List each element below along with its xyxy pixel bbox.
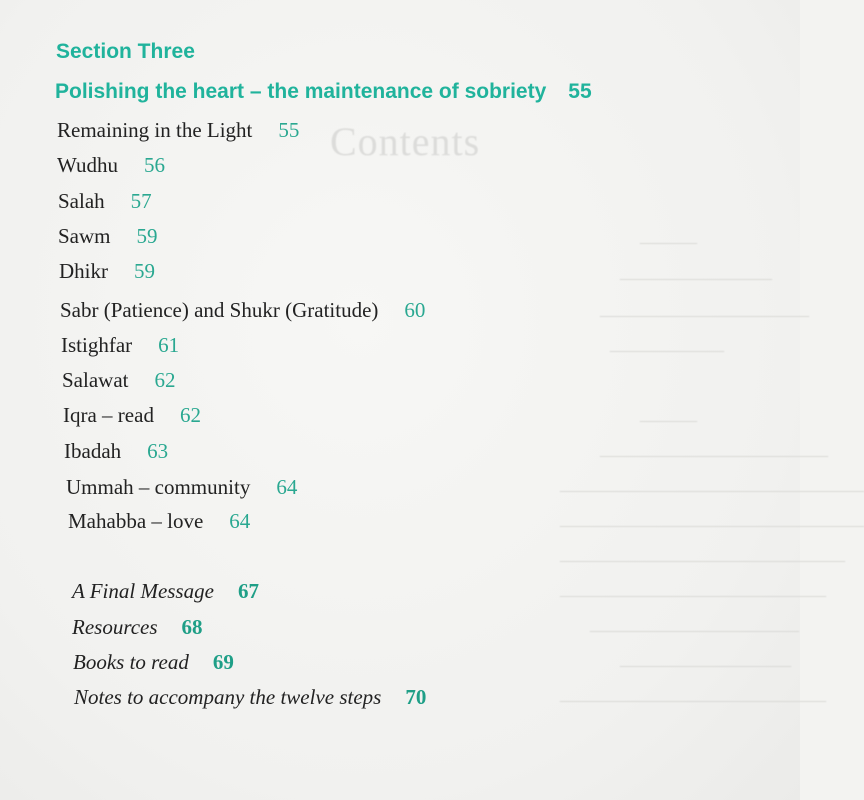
- toc-entry: [57, 118, 299, 143]
- show-through-text: —————————: [620, 655, 791, 676]
- show-through-text: ——————————————: [560, 690, 826, 711]
- toc-entry-label: Wudhu: [57, 153, 118, 177]
- toc-entry: [68, 509, 250, 534]
- end-matter-entry: [73, 650, 234, 675]
- toc-entry-page: 59: [134, 259, 155, 283]
- show-through-text: ————————: [620, 268, 772, 289]
- toc-entry: [63, 403, 201, 428]
- toc-entry-page: 64: [229, 509, 251, 533]
- toc-entry: [57, 153, 165, 178]
- toc-entry: [60, 298, 425, 323]
- show-through-text: ——————: [610, 340, 724, 361]
- toc-entry-page: 56: [143, 153, 165, 177]
- toc-entry-page: 61: [158, 333, 180, 357]
- chapter-title: Polishing the heart – the maintenance of sobriety: [55, 80, 547, 103]
- section-title: Section Three: [56, 40, 195, 63]
- show-through-text: ———: [640, 232, 697, 253]
- show-through-text: ————————————————: [560, 515, 864, 536]
- show-through-text: ——————————————: [560, 585, 826, 606]
- show-through-text: Contents: [330, 119, 481, 164]
- toc-entry-label: Iqra – read: [63, 403, 154, 427]
- toc-entry-page: 60: [404, 298, 426, 322]
- show-through-text: ————————————: [600, 445, 828, 466]
- toc-entry-label: Dhikr: [59, 259, 108, 283]
- end-matter-page: 69: [212, 650, 234, 674]
- toc-entry-page: 55: [278, 118, 300, 142]
- toc-entry-label: Sabr (Patience) and Shukr (Gratitude): [60, 298, 379, 322]
- toc-entry-label: Ibadah: [64, 439, 122, 463]
- show-through-text: ————————————————: [560, 480, 864, 501]
- end-matter-label: Notes to accompany the twelve steps: [74, 685, 382, 709]
- toc-entry-label: Remaining in the Light: [57, 118, 253, 142]
- toc-entry: [62, 368, 175, 393]
- toc-entry-page: 63: [147, 439, 169, 463]
- toc-entry-label: Istighfar: [61, 333, 133, 357]
- toc-entry-page: 59: [136, 224, 158, 248]
- show-through-text: ———: [640, 410, 697, 431]
- toc-entry: [61, 333, 179, 358]
- toc-entry-label: Ummah – community: [66, 475, 251, 499]
- end-matter-page: 68: [181, 615, 203, 639]
- end-matter-page: 67: [237, 579, 259, 603]
- end-matter-page: 70: [405, 685, 427, 709]
- end-matter-entry: [72, 615, 203, 640]
- end-matter-entry: [72, 579, 259, 604]
- chapter-heading: [55, 80, 592, 104]
- toc-entry: [64, 439, 168, 464]
- toc-entry: [58, 224, 158, 249]
- chapter-page-number: 55: [568, 80, 592, 103]
- toc-entry-page: 57: [130, 189, 152, 213]
- show-through-text: ———————————: [600, 305, 809, 326]
- end-matter-entry: [74, 685, 426, 710]
- toc-entry-label: Salah: [58, 189, 105, 213]
- show-through-text: ———————————: [590, 620, 799, 641]
- toc-entry: [59, 259, 155, 284]
- show-through-text: ———————————————: [560, 550, 845, 571]
- end-matter-label: A Final Message: [72, 579, 214, 603]
- toc-entry: [66, 475, 297, 500]
- toc-entry-page: 62: [154, 368, 176, 392]
- end-matter-label: Books to read: [73, 650, 189, 674]
- toc-entry-label: Sawm: [58, 224, 111, 248]
- toc-entry-page: 64: [276, 475, 298, 499]
- toc-entry-page: 62: [179, 403, 201, 427]
- end-matter-label: Resources: [72, 615, 158, 639]
- toc-entry: [58, 189, 152, 214]
- toc-entry-label: Mahabba – love: [68, 509, 204, 533]
- toc-entry-label: Salawat: [62, 368, 129, 392]
